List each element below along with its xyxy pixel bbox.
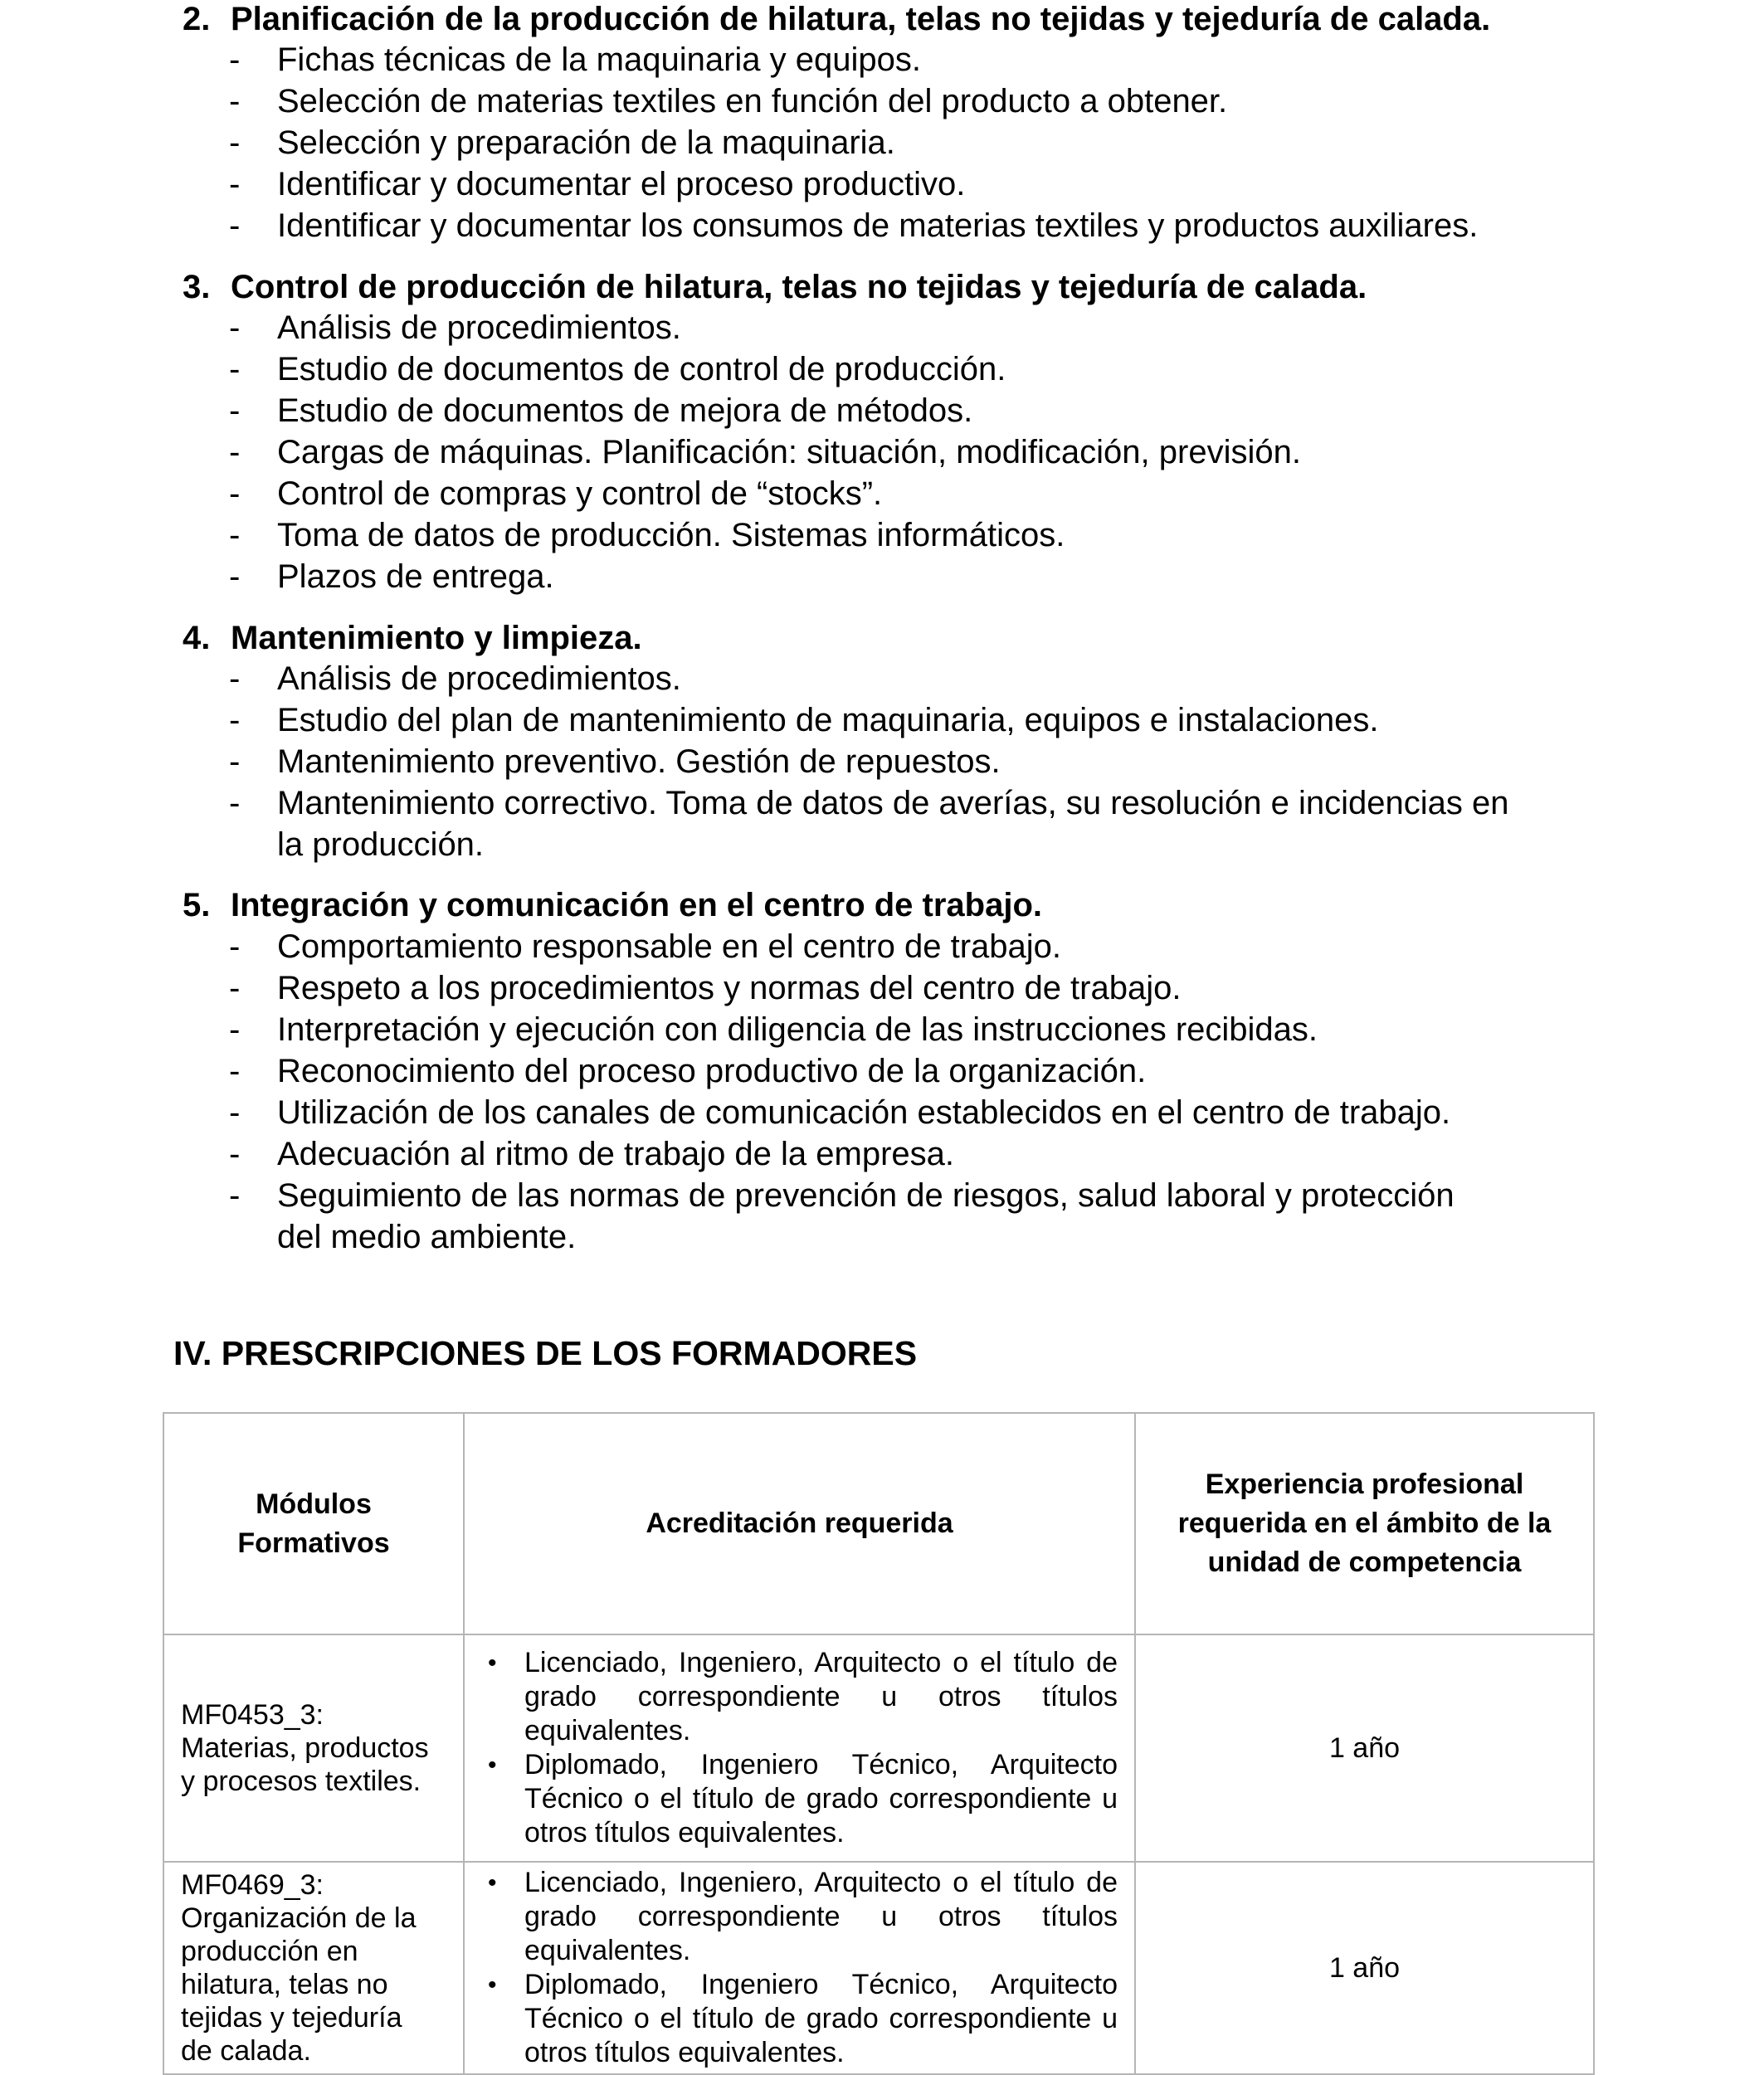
list-item [229, 699, 1640, 741]
list-item-text: Control de compras y control de “stocks”. [277, 475, 883, 512]
dash-marker: - [229, 928, 241, 965]
list-item [229, 163, 1640, 205]
list-item-text: Seguimiento de las normas de prevención de riesgos, salud laboral y protección [277, 1177, 1455, 1214]
accreditation-text: Licenciado, Ingeniero, Arquitecto o el título de grado correspondiente u otros títulos equivalentes. [524, 1647, 1118, 1746]
dash-marker: - [229, 517, 241, 553]
list-item-text: Selección y preparación de la maquinaria. [277, 124, 895, 161]
dash-marker: - [229, 702, 241, 738]
section-number: 2. [183, 1, 211, 37]
list-item [229, 307, 1640, 348]
list-item-continuation: del medio ambiente. [277, 1219, 577, 1255]
dash-marker: - [229, 309, 241, 346]
experience-cell: 1 año [1135, 1862, 1594, 2074]
bullet-marker: • [488, 1971, 497, 1999]
header-text-line: Formativos [237, 1527, 390, 1559]
dash-marker: - [229, 1094, 241, 1131]
list-item-text: Selección de materias textiles en función del producto a obtener. [277, 83, 1228, 119]
header-text-line: Experiencia profesional [1205, 1469, 1524, 1500]
list-item [481, 1646, 1118, 1748]
list-item-text: Mantenimiento correctivo. Toma de datos de averías, su resolución e incidencias en [277, 785, 1509, 821]
dash-marker: - [229, 83, 241, 119]
list-item-text: Identificar y documentar el proceso productivo. [277, 166, 966, 202]
list-item-text: Utilización de los canales de comunicación establecidos en el centro de trabajo. [277, 1094, 1451, 1131]
list-item [229, 741, 1640, 782]
list-item [229, 1009, 1640, 1050]
section-4-title [183, 617, 1676, 659]
section-title-text: Control de producción de hilatura, telas no tejidas y tejeduría de calada. [231, 269, 1367, 305]
section-title-text: Planificación de la producción de hilatura, telas no tejidas y tejeduría de calada. [231, 1, 1491, 37]
dash-marker: - [229, 166, 241, 202]
section-title-text: Mantenimiento y limpieza. [231, 620, 642, 656]
list-item [229, 556, 1640, 597]
module-text-line: de calada. [181, 2035, 311, 2067]
dash-marker: - [229, 1136, 241, 1172]
dash-marker: - [229, 1011, 241, 1048]
accreditation-cell [464, 1862, 1135, 2074]
header-text-line: requerida en el ámbito de la [1177, 1508, 1552, 1539]
header-modulos-formativos [163, 1413, 464, 1634]
module-text-line: Organización de la [181, 1902, 417, 1934]
header-text-line: Acreditación requerida [646, 1508, 953, 1539]
module-text-line: MF0469_3: [181, 1869, 324, 1901]
list-item-text: Comportamiento responsable en el centro de trabajo. [277, 928, 1061, 965]
bullet-marker: • [488, 1869, 497, 1897]
list-item-text: Respeto a los procedimientos y normas del centro de trabajo. [277, 970, 1182, 1006]
list-item-text: Identificar y documentar los consumos de materias textiles y productos auxiliares. [277, 207, 1479, 244]
dash-marker: - [229, 743, 241, 780]
module-text-line: y procesos textiles. [181, 1766, 422, 1797]
list-item [229, 1133, 1640, 1175]
bullet-marker: • [488, 1751, 497, 1779]
section-3-title [183, 266, 1676, 308]
section-heading-iv: IV. PRESCRIPCIONES DE LOS FORMADORES [173, 1334, 918, 1372]
accreditation-list [481, 1646, 1118, 1850]
list-item [229, 514, 1640, 556]
dash-marker: - [229, 785, 241, 821]
experience-cell: 1 año [1135, 1634, 1594, 1862]
dash-marker: - [229, 1053, 241, 1089]
dash-marker: - [229, 207, 241, 244]
table-header-row [163, 1413, 1594, 1634]
list-item [229, 431, 1640, 473]
list-item [229, 205, 1640, 246]
list-item-text: Estudio de documentos de control de producción. [277, 351, 1006, 387]
bullet-marker: • [488, 1649, 497, 1677]
dash-marker: - [229, 351, 241, 387]
section-number: 5. [183, 887, 211, 923]
list-item [229, 1175, 1640, 1258]
list-item [229, 390, 1640, 431]
list-item [481, 1968, 1118, 2070]
trainers-requirements-table [163, 1412, 1595, 2075]
list-item [229, 122, 1640, 163]
table-row [163, 1634, 1594, 1862]
accreditation-text: Diplomado, Ingeniero Técnico, Arquitecto Técnico o el título de grado correspondiente u otros títulos equivalentes. [524, 1749, 1118, 1849]
list-item-text: Cargas de máquinas. Planificación: situación, modificación, previsión. [277, 434, 1301, 470]
list-item [229, 782, 1640, 865]
list-item-text: Estudio de documentos de mejora de métodos. [277, 392, 973, 429]
section-title-text: Integración y comunicación en el centro de trabajo. [231, 887, 1043, 923]
header-text-line: Módulos [256, 1488, 372, 1520]
list-item [229, 926, 1640, 967]
dash-marker: - [229, 1177, 241, 1214]
list-item [229, 1092, 1640, 1133]
section-number: 4. [183, 620, 211, 656]
dash-marker: - [229, 41, 241, 78]
dash-marker: - [229, 124, 241, 161]
module-text-line: hilatura, telas no [181, 1969, 388, 2000]
list-item-text: Plazos de entrega. [277, 558, 554, 595]
list-item-text: Mantenimiento preventivo. Gestión de repuestos. [277, 743, 1001, 780]
dash-marker: - [229, 660, 241, 697]
module-text-line: tejidas y tejeduría [181, 2002, 402, 2034]
list-item [229, 39, 1640, 80]
table-row [163, 1862, 1594, 2074]
header-experiencia-profesional [1135, 1413, 1594, 1634]
section-5-title [183, 884, 1676, 926]
list-item-text: Fichas técnicas de la maquinaria y equipos. [277, 41, 921, 78]
dash-marker: - [229, 392, 241, 429]
module-text-line: producción en [181, 1936, 358, 1967]
accreditation-cell [464, 1634, 1135, 1862]
list-item-text: Adecuación al ritmo de trabajo de la empresa. [277, 1136, 955, 1172]
dash-marker: - [229, 475, 241, 512]
header-acreditacion-requerida [464, 1413, 1135, 1634]
section-number: 3. [183, 269, 211, 305]
dash-marker: - [229, 970, 241, 1006]
module-text-line: MF0453_3: [181, 1699, 324, 1731]
dash-marker: - [229, 558, 241, 595]
module-cell [163, 1862, 464, 2074]
accreditation-text: Licenciado, Ingeniero, Arquitecto o el título de grado correspondiente u otros títulos equivalentes. [524, 1867, 1118, 1966]
list-item [229, 1050, 1640, 1092]
list-item-text: Interpretación y ejecución con diligencia de las instrucciones recibidas. [277, 1011, 1318, 1048]
list-item [229, 348, 1640, 390]
list-item-text: Estudio del plan de mantenimiento de maquinaria, equipos e instalaciones. [277, 702, 1379, 738]
list-item-text: Análisis de procedimientos. [277, 309, 681, 346]
accreditation-text: Diplomado, Ingeniero Técnico, Arquitecto Técnico o el título de grado correspondiente u otros títulos equivalentes. [524, 1969, 1118, 2068]
list-item [229, 658, 1640, 699]
list-item [229, 967, 1640, 1009]
list-item [229, 80, 1640, 122]
list-item [481, 1866, 1118, 1968]
list-item-text: Análisis de procedimientos. [277, 660, 681, 697]
module-cell [163, 1634, 464, 1862]
list-item [481, 1748, 1118, 1850]
list-item-text: Reconocimiento del proceso productivo de la organización. [277, 1053, 1147, 1089]
dash-marker: - [229, 434, 241, 470]
header-text-line: unidad de competencia [1207, 1547, 1522, 1578]
list-item-text: Toma de datos de producción. Sistemas informáticos. [277, 517, 1065, 553]
module-text-line: Materias, productos [181, 1732, 429, 1764]
section-2-title [183, 0, 1676, 40]
list-item-continuation: la producción. [277, 826, 485, 863]
list-item [229, 473, 1640, 514]
accreditation-list [481, 1866, 1118, 2070]
